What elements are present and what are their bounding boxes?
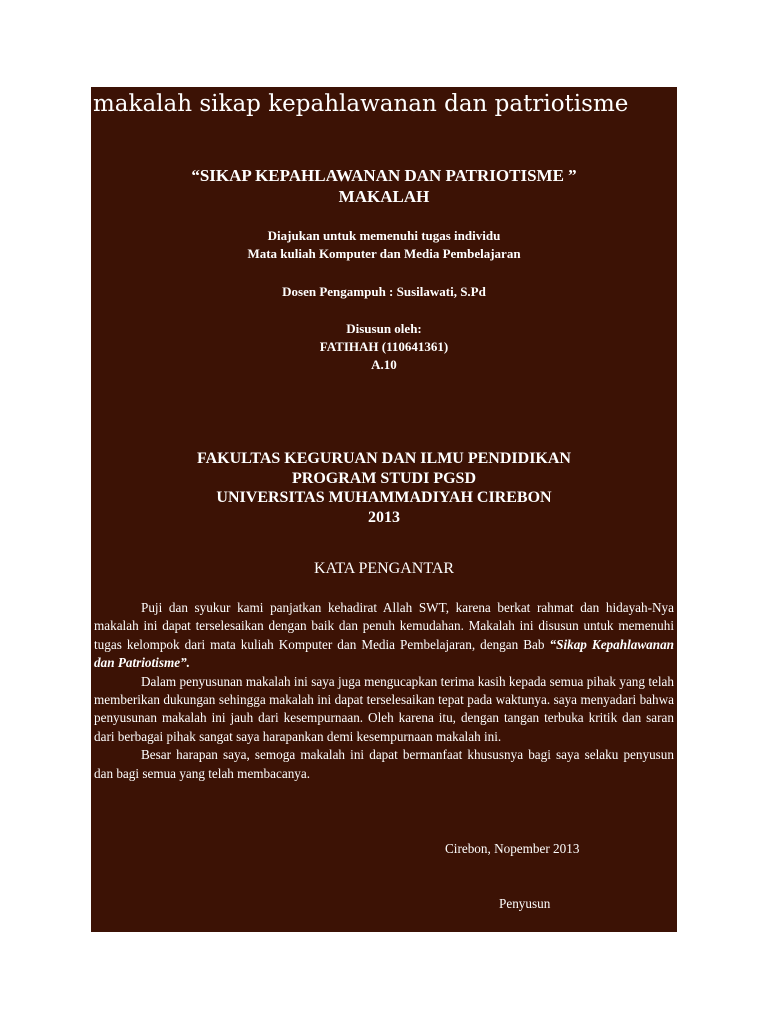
preface-body	[94, 599, 674, 783]
university-name: UNIVERSITAS MUHAMMADIYAH CIREBON	[216, 489, 552, 506]
paragraph-1-text: Puji dan syukur kami panjatkan kehadirat Allah SWT, karena berkat rahmat dan hidayah-Nya makalah ini dapat terselesaikan dengan baik dan penuh kemudahan. Makalah ini disusun untuk memenuhi tugas kelompok dari mata kuliah Komputer dan Media Pembelajaran, dengan Bab	[94, 600, 674, 652]
faculty-name: FAKULTAS KEGURUAN DAN ILMU PENDIDIKAN	[197, 450, 571, 467]
paragraph-1	[94, 599, 674, 673]
purpose-block	[91, 227, 677, 263]
heading-line-1: “SIKAP KEPAHLAWANAN DAN PATRIOTISME ”	[191, 166, 577, 185]
section-heading: KATA PENGANTAR	[313, 560, 455, 577]
signature-label: Penyusun	[499, 896, 551, 911]
purpose-line-2: Mata kuliah Komputer dan Media Pembelajaran	[247, 246, 521, 261]
program-name: PROGRAM STUDI PGSD	[291, 469, 476, 487]
place-date: Cirebon, Nopember 2013	[445, 841, 580, 856]
paragraph-3: Besar harapan saya, semoga makalah ini dapat bermanfaat khususnya bagi saya selaku penyusun dan bagi semua yang telah membacanya.	[94, 747, 674, 781]
author-block	[91, 320, 677, 374]
paragraph-2: Dalam penyusunan makalah ini saya juga mengucapkan terima kasih kepada semua pihak yang telah memberikan dukungan sehingga makalah ini dapat terselesaikan tepat pada waktunya. saya menyadari bahwa penyusunan makalah ini jauh dari kesempurnaan. Oleh karena itu, dengan tangan terbuka kritik dan saran dari berbagai pihak sangat saya harapankan demi kesempurnaan makalah ini.	[94, 673, 674, 744]
by-label: Disusun oleh:	[346, 321, 422, 336]
main-heading	[91, 165, 677, 207]
lecturer-line: Dosen Pengampuh : Susilawati, S.Pd	[282, 284, 486, 299]
year: 2013	[368, 508, 400, 526]
class-code: A.10	[371, 357, 397, 372]
author-name: FATIHAH (110641361)	[319, 339, 449, 354]
heading-line-2: MAKALAH	[338, 187, 430, 206]
paragraph-1-emphasis: “Sikap Kepahlawanan dan Patriotisme”.	[94, 636, 674, 671]
purpose-line-1: Diajukan untuk memenuhi tugas individu	[267, 228, 501, 243]
document-page	[91, 87, 677, 932]
document-title: makalah sikap kepahlawanan dan patriotisme	[93, 91, 629, 117]
institution-block	[91, 449, 677, 527]
